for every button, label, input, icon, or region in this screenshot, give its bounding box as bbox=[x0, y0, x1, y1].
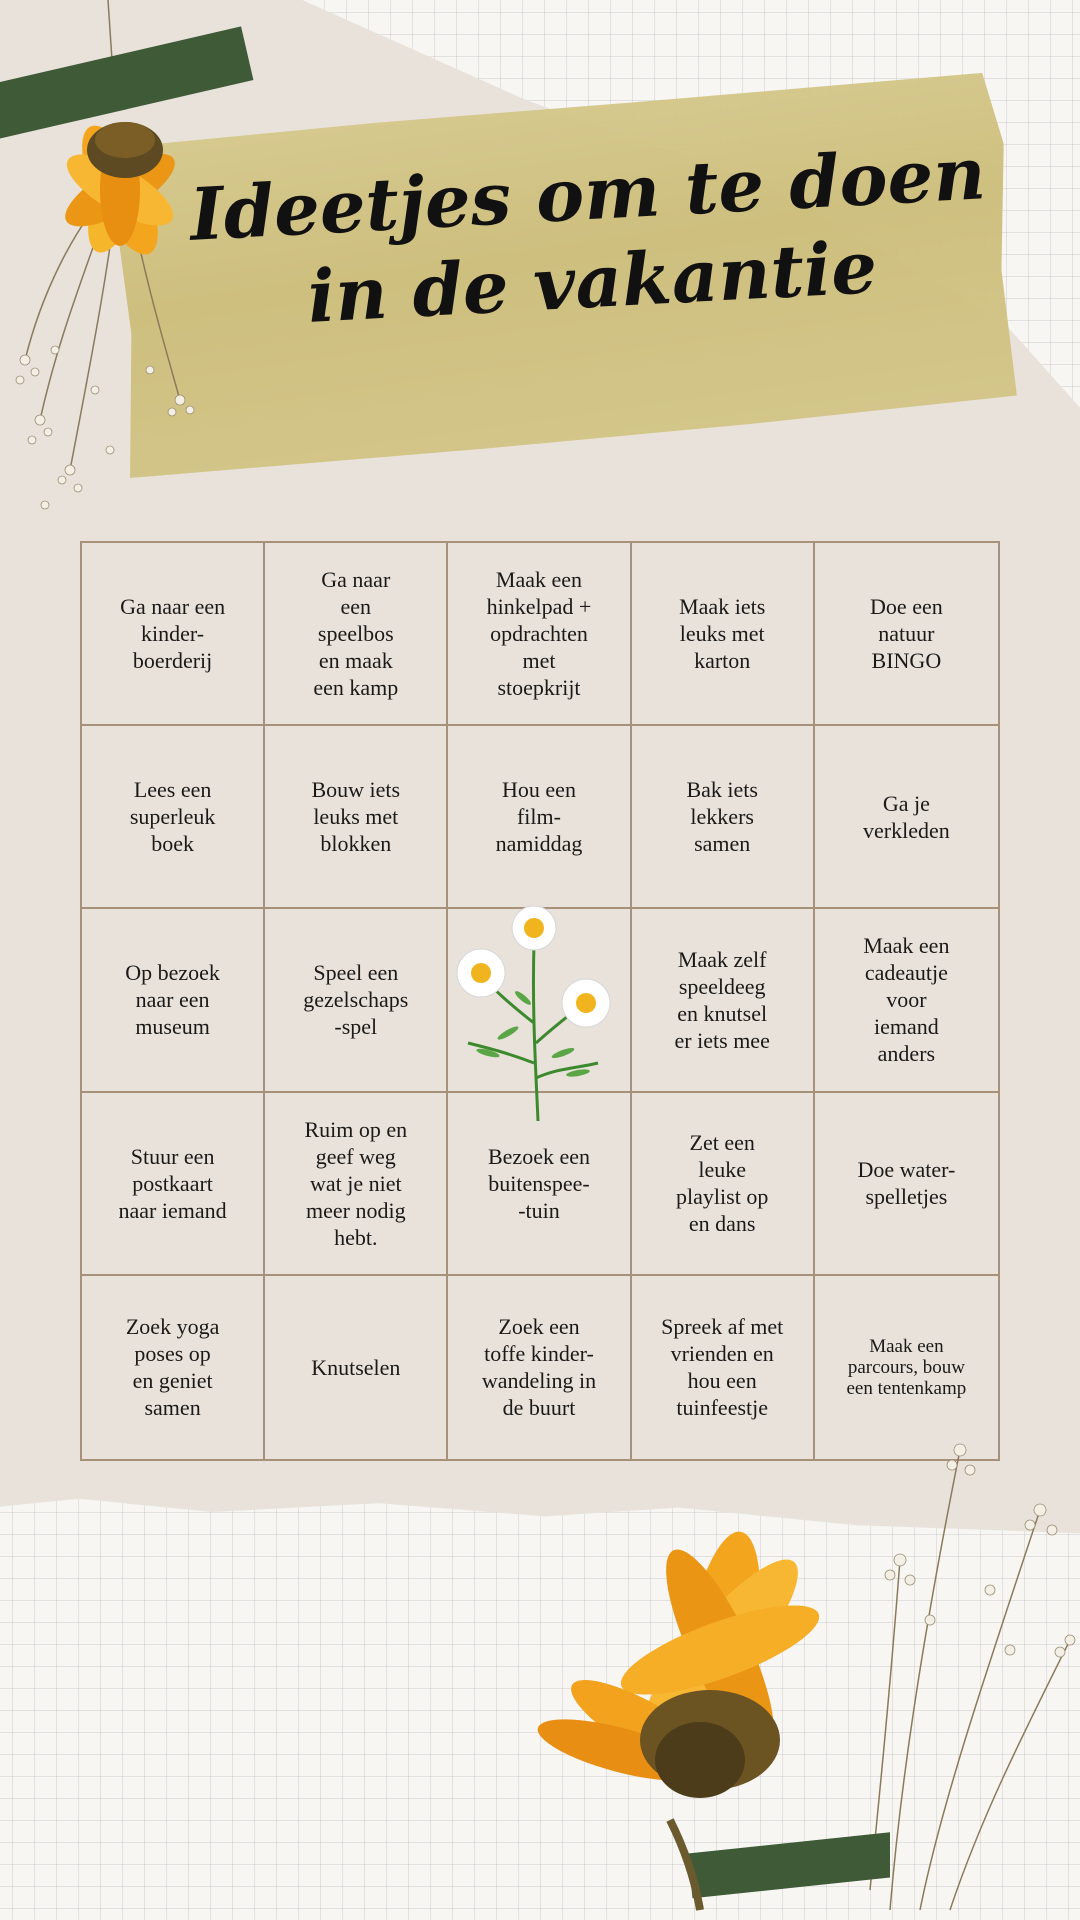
page-title: Ideetjes om te doen in de vakantie bbox=[187, 130, 988, 339]
bingo-cell-22: Knutselen bbox=[265, 1276, 448, 1459]
dried-flower-top-left bbox=[0, 0, 300, 530]
bingo-cell-24: Spreek af met vrienden en hou een tuinfeestje bbox=[632, 1276, 815, 1459]
bingo-cell-14: Maak zelf speeldeeg en knutsel er iets mee bbox=[632, 909, 815, 1092]
bingo-cell-8: Hou een film- namiddag bbox=[448, 726, 631, 909]
bingo-cell-15: Maak een cadeautje voor iemand anders bbox=[815, 909, 998, 1092]
bingo-cell-5: Doe een natuur BINGO bbox=[815, 543, 998, 726]
bingo-cell-19: Zet een leuke playlist op en dans bbox=[632, 1093, 815, 1276]
bingo-cell-4: Maak iets leuks met karton bbox=[632, 543, 815, 726]
bingo-cell-16: Stuur een postkaart naar iemand bbox=[82, 1093, 265, 1276]
bingo-cell-2: Ga naar een speelbos en maak een kamp bbox=[265, 543, 448, 726]
dried-stems-bottom-right bbox=[860, 1390, 1080, 1920]
bingo-cell-6: Lees een superleuk boek bbox=[82, 726, 265, 909]
bingo-cell-25: Maak een parcours, bouw een tentenkamp bbox=[846, 1335, 967, 1399]
bingo-cell-1: Ga naar een kinder- boerderij bbox=[82, 543, 265, 726]
chamomile-flower bbox=[448, 903, 632, 1123]
bingo-cell-9: Bak iets lekkers samen bbox=[632, 726, 815, 909]
bingo-cell-10: Ga je verkleden bbox=[815, 726, 998, 909]
bingo-cell-7: Bouw iets leuks met blokken bbox=[265, 726, 448, 909]
bingo-cell-23: Zoek een toffe kinder- wandeling in de buurt bbox=[448, 1276, 631, 1459]
bingo-cell-17: Ruim op en geef weg wat je niet meer nodig hebt. bbox=[265, 1093, 448, 1276]
bingo-cell-20: Doe water- spelletjes bbox=[815, 1093, 998, 1276]
bingo-cell-18: Bezoek een buitenspee- -tuin bbox=[448, 1093, 631, 1276]
orange-flower-bottom-right bbox=[470, 1480, 890, 1920]
bingo-grid bbox=[80, 541, 1000, 1461]
bingo-cell-21: Zoek yoga poses op en geniet samen bbox=[82, 1276, 265, 1459]
bingo-cell-11: Op bezoek naar een museum bbox=[82, 909, 265, 1092]
bingo-cell-12: Speel een gezelschaps -spel bbox=[265, 909, 448, 1092]
bingo-cell-free bbox=[448, 909, 631, 1092]
bingo-cell-3: Maak een hinkelpad + opdrachten met stoepkrijt bbox=[448, 543, 631, 726]
